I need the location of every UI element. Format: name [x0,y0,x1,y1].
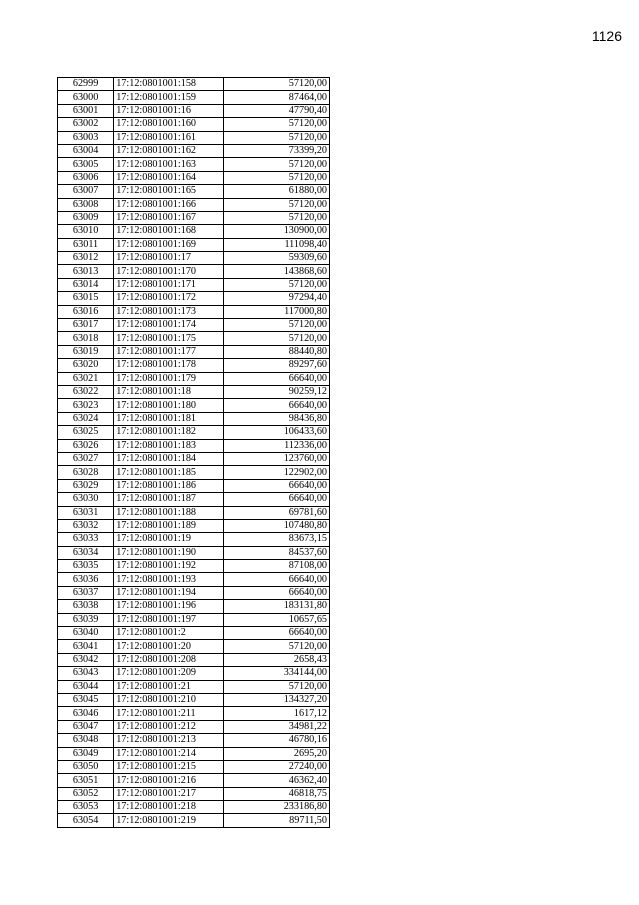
row-number: 63049 [58,747,114,760]
row-number: 63014 [58,278,114,291]
cadastral-number: 17:12:0801001:173 [114,305,223,318]
table-row [58,760,330,773]
table-row [58,171,330,184]
cadastral-number: 17:12:0801001:158 [114,78,223,91]
row-number: 63012 [58,252,114,265]
cadastral-value-table [57,77,330,828]
table-row [58,493,330,506]
row-number: 63029 [58,479,114,492]
cadastral-value: 123760,00 [223,452,329,465]
row-number: 63026 [58,439,114,452]
row-number: 63006 [58,171,114,184]
cadastral-number: 17:12:0801001:2 [114,627,223,640]
cadastral-value: 73399,20 [223,144,329,157]
row-number: 63028 [58,466,114,479]
table-row [58,104,330,117]
table-row [58,238,330,251]
row-number: 63004 [58,144,114,157]
row-number: 63034 [58,546,114,559]
cadastral-number: 17:12:0801001:217 [114,787,223,800]
cadastral-value: 112336,00 [223,439,329,452]
cadastral-value: 66640,00 [223,493,329,506]
cadastral-number: 17:12:0801001:162 [114,144,223,157]
cadastral-number: 17:12:0801001:171 [114,278,223,291]
row-number: 63031 [58,506,114,519]
cadastral-value: 1617,12 [223,707,329,720]
cadastral-number: 17:12:0801001:170 [114,265,223,278]
cadastral-value: 87108,00 [223,560,329,573]
cadastral-value: 89297,60 [223,359,329,372]
cadastral-value: 46818,75 [223,787,329,800]
cadastral-number: 17:12:0801001:185 [114,466,223,479]
cadastral-value: 334144,00 [223,667,329,680]
row-number: 63023 [58,399,114,412]
row-number: 63018 [58,332,114,345]
table-row [58,426,330,439]
cadastral-value: 66640,00 [223,372,329,385]
cadastral-number: 17:12:0801001:164 [114,171,223,184]
row-number: 63042 [58,653,114,666]
row-number: 63039 [58,613,114,626]
cadastral-number: 17:12:0801001:165 [114,185,223,198]
table-row [58,78,330,91]
cadastral-number: 17:12:0801001:192 [114,560,223,573]
cadastral-number: 17:12:0801001:181 [114,412,223,425]
cadastral-number: 17:12:0801001:167 [114,211,223,224]
cadastral-number: 17:12:0801001:209 [114,667,223,680]
row-number: 63030 [58,493,114,506]
table-row [58,720,330,733]
cadastral-value: 34981,22 [223,720,329,733]
row-number: 63011 [58,238,114,251]
table-row [58,158,330,171]
cadastral-number: 17:12:0801001:182 [114,426,223,439]
table-row [58,479,330,492]
cadastral-value: 106433,60 [223,426,329,439]
table-row [58,600,330,613]
cadastral-number: 17:12:0801001:166 [114,198,223,211]
cadastral-number: 17:12:0801001:169 [114,238,223,251]
cadastral-number: 17:12:0801001:17 [114,252,223,265]
table-row [58,319,330,332]
table-body [58,78,330,828]
table-row [58,693,330,706]
cadastral-number: 17:12:0801001:163 [114,158,223,171]
row-number: 63024 [58,412,114,425]
cadastral-number: 17:12:0801001:219 [114,814,223,827]
table-row [58,399,330,412]
row-number: 63021 [58,372,114,385]
cadastral-value: 97294,40 [223,292,329,305]
cadastral-value: 83673,15 [223,533,329,546]
table-row [58,385,330,398]
cadastral-value: 66640,00 [223,627,329,640]
table-row [58,546,330,559]
row-number: 63002 [58,118,114,131]
cadastral-value: 134327,20 [223,693,329,706]
cadastral-number: 17:12:0801001:18 [114,385,223,398]
cadastral-number: 17:12:0801001:194 [114,586,223,599]
cadastral-value: 57120,00 [223,211,329,224]
row-number: 63054 [58,814,114,827]
table-row [58,613,330,626]
table-row [58,452,330,465]
table-row [58,466,330,479]
table-row [58,198,330,211]
cadastral-number: 17:12:0801001:212 [114,720,223,733]
table-row [58,506,330,519]
row-number: 63047 [58,720,114,733]
cadastral-value: 57120,00 [223,332,329,345]
cadastral-value: 130900,00 [223,225,329,238]
cadastral-value: 57120,00 [223,680,329,693]
cadastral-value: 69781,60 [223,506,329,519]
row-number: 63043 [58,667,114,680]
cadastral-number: 17:12:0801001:215 [114,760,223,773]
cadastral-value: 57120,00 [223,640,329,653]
cadastral-value: 2695,20 [223,747,329,760]
table-row [58,707,330,720]
row-number: 63015 [58,292,114,305]
row-number: 63052 [58,787,114,800]
cadastral-value: 111098,40 [223,238,329,251]
cadastral-number: 17:12:0801001:21 [114,680,223,693]
cadastral-value: 57120,00 [223,319,329,332]
table-row [58,573,330,586]
table-row [58,560,330,573]
cadastral-number: 17:12:0801001:183 [114,439,223,452]
row-number: 63035 [58,560,114,573]
table-row [58,211,330,224]
table-row [58,653,330,666]
table-row [58,91,330,104]
row-number: 63051 [58,774,114,787]
table-row [58,292,330,305]
cadastral-value: 143868,60 [223,265,329,278]
cadastral-value: 98436,80 [223,412,329,425]
table-row [58,131,330,144]
cadastral-value: 27240,00 [223,760,329,773]
cadastral-value: 88440,80 [223,345,329,358]
cadastral-number: 17:12:0801001:160 [114,118,223,131]
cadastral-number: 17:12:0801001:218 [114,801,223,814]
row-number: 63013 [58,265,114,278]
cadastral-value: 47790,40 [223,104,329,117]
cadastral-number: 17:12:0801001:186 [114,479,223,492]
cadastral-value: 59309,60 [223,252,329,265]
table-row [58,345,330,358]
table-row [58,787,330,800]
cadastral-value: 57120,00 [223,131,329,144]
cadastral-number: 17:12:0801001:216 [114,774,223,787]
cadastral-number: 17:12:0801001:16 [114,104,223,117]
table-row [58,734,330,747]
table-row [58,412,330,425]
cadastral-number: 17:12:0801001:159 [114,91,223,104]
table-row [58,747,330,760]
cadastral-number: 17:12:0801001:184 [114,452,223,465]
cadastral-value: 84537,60 [223,546,329,559]
table-row [58,252,330,265]
cadastral-value: 57120,00 [223,158,329,171]
row-number: 62999 [58,78,114,91]
cadastral-value: 107480,80 [223,519,329,532]
row-number: 63007 [58,185,114,198]
cadastral-number: 17:12:0801001:188 [114,506,223,519]
row-number: 63040 [58,627,114,640]
row-number: 63017 [58,319,114,332]
cadastral-number: 17:12:0801001:197 [114,613,223,626]
cadastral-value: 61880,00 [223,185,329,198]
cadastral-number: 17:12:0801001:20 [114,640,223,653]
cadastral-value: 122902,00 [223,466,329,479]
cadastral-value: 2658,43 [223,653,329,666]
cadastral-number: 17:12:0801001:211 [114,707,223,720]
table-row [58,627,330,640]
cadastral-value: 87464,00 [223,91,329,104]
table-row [58,533,330,546]
cadastral-value: 89711,50 [223,814,329,827]
table-row [58,305,330,318]
table-row [58,586,330,599]
cadastral-number: 17:12:0801001:208 [114,653,223,666]
row-number: 63037 [58,586,114,599]
row-number: 63022 [58,385,114,398]
cadastral-value: 90259,12 [223,385,329,398]
cadastral-number: 17:12:0801001:178 [114,359,223,372]
row-number: 63027 [58,452,114,465]
row-number: 63050 [58,760,114,773]
cadastral-number: 17:12:0801001:180 [114,399,223,412]
table-row [58,359,330,372]
row-number: 63020 [58,359,114,372]
table-row [58,640,330,653]
row-number: 63008 [58,198,114,211]
row-number: 63010 [58,225,114,238]
table-row [58,519,330,532]
cadastral-number: 17:12:0801001:172 [114,292,223,305]
cadastral-value: 233186,80 [223,801,329,814]
row-number: 63033 [58,533,114,546]
cadastral-value: 66640,00 [223,586,329,599]
table-row [58,265,330,278]
row-number: 63046 [58,707,114,720]
cadastral-number: 17:12:0801001:168 [114,225,223,238]
table-row [58,332,330,345]
row-number: 63041 [58,640,114,653]
cadastral-value: 46780,16 [223,734,329,747]
row-number: 63000 [58,91,114,104]
cadastral-value: 66640,00 [223,479,329,492]
row-number: 63005 [58,158,114,171]
cadastral-number: 17:12:0801001:174 [114,319,223,332]
row-number: 63044 [58,680,114,693]
row-number: 63003 [58,131,114,144]
table-row [58,680,330,693]
row-number: 63032 [58,519,114,532]
table-row [58,225,330,238]
row-number: 63048 [58,734,114,747]
cadastral-number: 17:12:0801001:213 [114,734,223,747]
cadastral-number: 17:12:0801001:189 [114,519,223,532]
cadastral-number: 17:12:0801001:210 [114,693,223,706]
cadastral-value: 10657,65 [223,613,329,626]
cadastral-value: 57120,00 [223,118,329,131]
table-row [58,667,330,680]
table-row [58,439,330,452]
row-number: 63045 [58,693,114,706]
cadastral-number: 17:12:0801001:161 [114,131,223,144]
table-row [58,814,330,827]
table-row [58,372,330,385]
row-number: 63053 [58,801,114,814]
row-number: 63036 [58,573,114,586]
row-number: 63016 [58,305,114,318]
cadastral-number: 17:12:0801001:190 [114,546,223,559]
cadastral-value: 46362,40 [223,774,329,787]
row-number: 63019 [58,345,114,358]
cadastral-number: 17:12:0801001:177 [114,345,223,358]
table-row [58,118,330,131]
table-row [58,774,330,787]
cadastral-number: 17:12:0801001:196 [114,600,223,613]
cadastral-value: 57120,00 [223,171,329,184]
table-row [58,801,330,814]
cadastral-value: 57120,00 [223,278,329,291]
table-row [58,278,330,291]
cadastral-number: 17:12:0801001:175 [114,332,223,345]
page-number: 1126 [591,28,622,44]
row-number: 63038 [58,600,114,613]
cadastral-value: 66640,00 [223,399,329,412]
row-number: 63009 [58,211,114,224]
table-row [58,144,330,157]
cadastral-value: 57120,00 [223,78,329,91]
cadastral-number: 17:12:0801001:179 [114,372,223,385]
cadastral-number: 17:12:0801001:187 [114,493,223,506]
cadastral-value: 57120,00 [223,198,329,211]
cadastral-number: 17:12:0801001:214 [114,747,223,760]
cadastral-value: 66640,00 [223,573,329,586]
cadastral-value: 183131,80 [223,600,329,613]
cadastral-number: 17:12:0801001:19 [114,533,223,546]
row-number: 63001 [58,104,114,117]
cadastral-value: 117000,80 [223,305,329,318]
table-row [58,185,330,198]
cadastral-number: 17:12:0801001:193 [114,573,223,586]
row-number: 63025 [58,426,114,439]
